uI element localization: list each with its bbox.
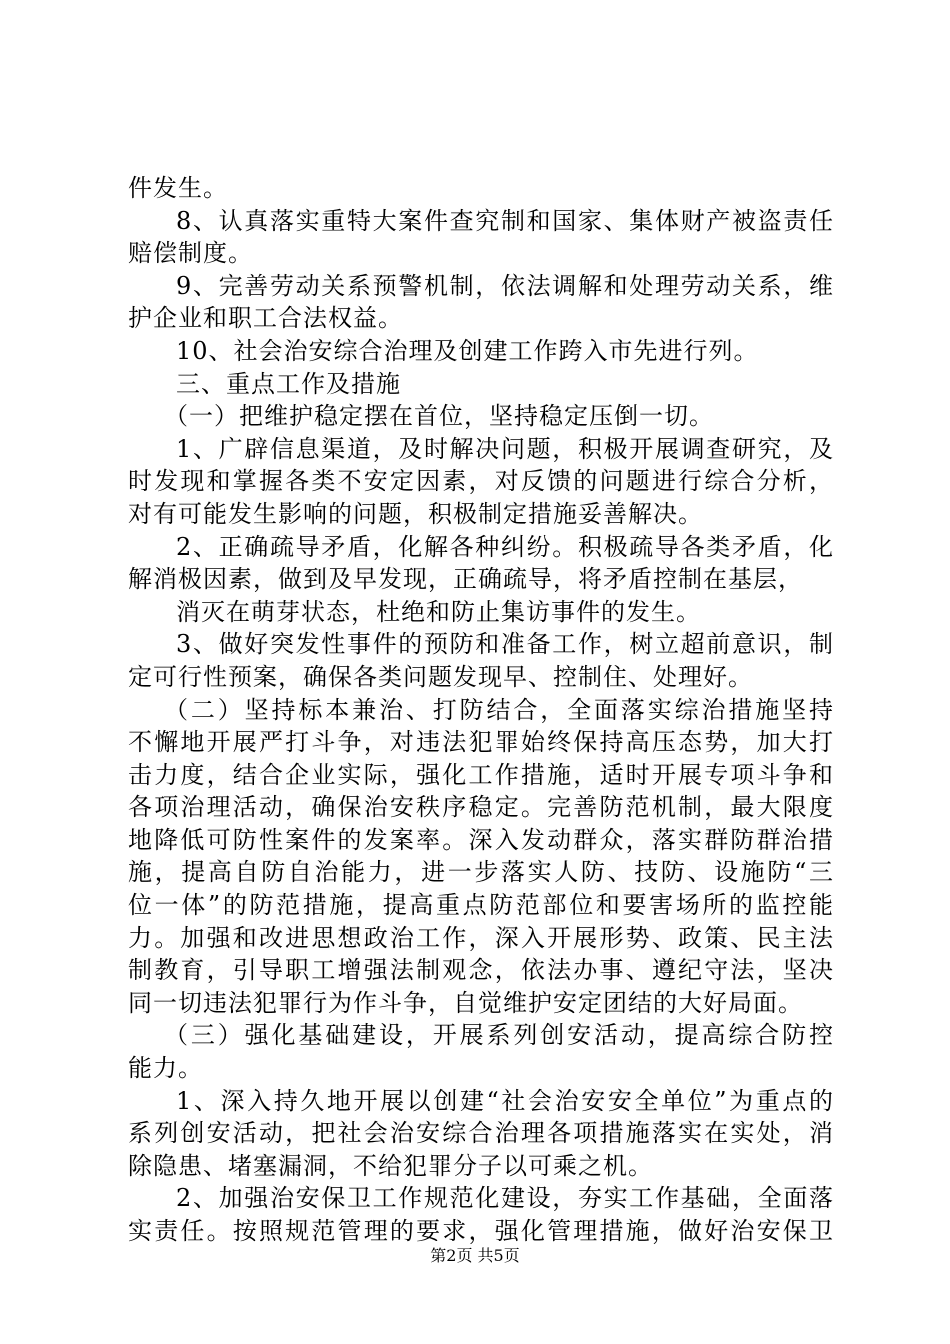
text-line: 时发现和掌握各类不安定因素，对反馈的问题进行综合分析， <box>128 467 834 496</box>
text-line: 对有可能发生影响的问题，积极制定措施妥善解决。 <box>128 499 703 528</box>
text-line: 系列创安活动，把社会治安综合治理各项措施落实在实处，消 <box>128 1119 834 1148</box>
text-line: 3、做好突发性事件的预防和准备工作，树立超前意识，制 <box>176 630 834 659</box>
text-line: 击力度，结合企业实际，强化工作措施，适时开展专项斗争和 <box>128 760 834 789</box>
text-line: 除隐患、堵塞漏洞，不给犯罪分子以可乘之机。 <box>128 1151 653 1180</box>
text-line: 实责任。按照规范管理的要求，强化管理措施，做好治安保卫 <box>128 1217 834 1245</box>
text-line: （三）强化基础建设，开展系列创安活动，提高综合防控 <box>164 1021 834 1050</box>
text-line: 能力。 <box>128 1054 203 1083</box>
text-line: 施，提高自防自治能力，进一步落实人防、技防、设施防“三 <box>128 858 834 887</box>
text-line: 解消极因素，做到及早发现，正确疏导，将矛盾控制在基层， <box>128 565 803 594</box>
page-footer: 第2页 共5页 <box>430 1246 520 1265</box>
text-line: 8、认真落实重特大案件查究制和国家、集体财产被盗责任 <box>176 206 834 235</box>
text-line: 1、深入持久地开展以创建“社会治安安全单位”为重点的 <box>176 1086 834 1115</box>
text-line: 制教育，引导职工增强法制观念，依法办事、遵纪守法，坚决 <box>128 956 834 985</box>
text-line: 件发生。 <box>128 174 228 202</box>
text-line: 三、重点工作及措施 <box>176 369 401 398</box>
text-line: （二）坚持标本兼治、打防结合，全面落实综治措施坚持 <box>164 695 834 724</box>
text-line: 消灭在萌芽状态，杜绝和防止集访事件的发生。 <box>176 597 701 626</box>
text-line: 定可行性预案，确保各类问题发现早、控制住、处理好。 <box>128 662 753 691</box>
text-line: 地降低可防性案件的发案率。深入发动群众，落实群防群治措 <box>128 825 834 854</box>
document-body <box>128 172 834 1248</box>
text-line: （一）把维护稳定摆在首位，坚持稳定压倒一切。 <box>164 402 714 431</box>
text-line: 护企业和职工合法权益。 <box>128 304 403 333</box>
text-line: 2、正确疏导矛盾，化解各种纠纷。积极疏导各类矛盾，化 <box>176 532 834 561</box>
text-line: 同一切违法犯罪行为作斗争，自觉维护安定团结的大好局面。 <box>128 988 803 1017</box>
text-line: 10、社会治安综合治理及创建工作跨入市先进行列。 <box>176 336 759 365</box>
text-line: 9、完善劳动关系预警机制，依法调解和处理劳动关系，维 <box>176 271 834 300</box>
text-line: 1、广辟信息渠道，及时解决问题，积极开展调查研究，及 <box>176 434 834 463</box>
text-line: 力。加强和改进思想政治工作，深入开展形势、政策、民主法 <box>128 923 834 952</box>
text-line: 不懈地开展严打斗争，对违法犯罪始终保持高压态势，加大打 <box>128 728 834 757</box>
text-line: 赔偿制度。 <box>128 239 253 268</box>
text-line: 2、加强治安保卫工作规范化建设，夯实工作基础，全面落 <box>176 1184 834 1213</box>
text-line: 各项治理活动，确保治安秩序稳定。完善防范机制，最大限度 <box>128 793 834 822</box>
text-line: 位一体”的防范措施，提高重点防范部位和要害场所的监控能 <box>128 891 834 920</box>
